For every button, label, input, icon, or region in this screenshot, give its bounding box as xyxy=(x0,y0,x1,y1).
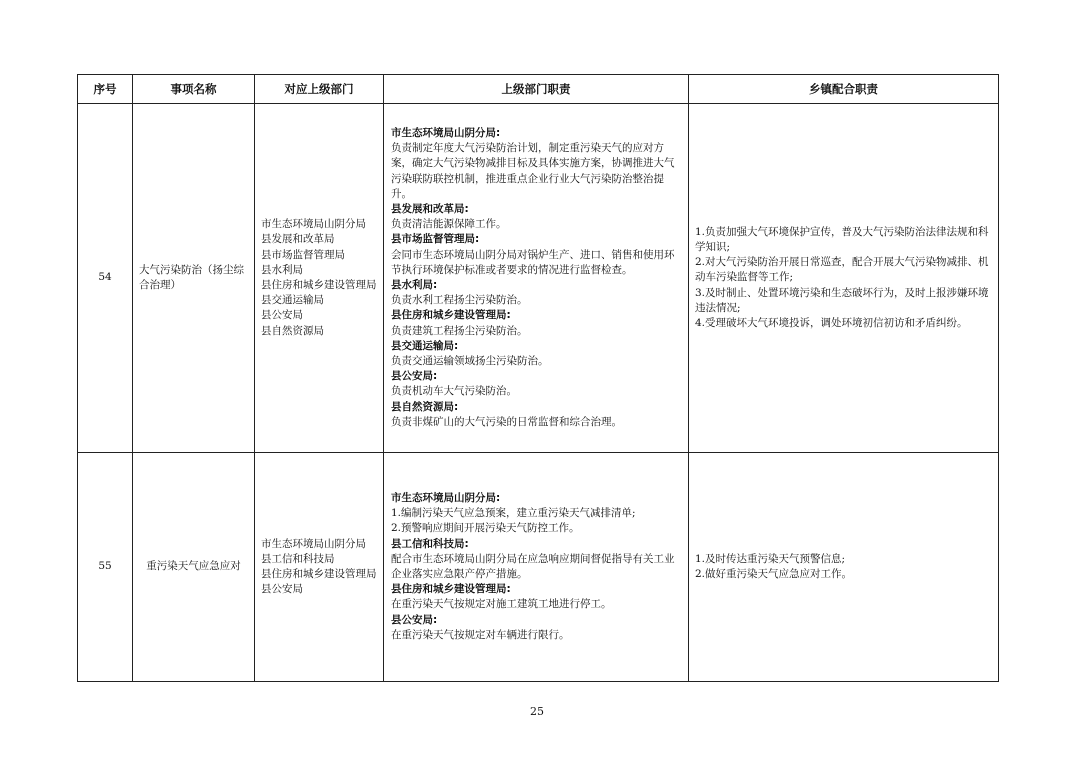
dept-item: 县自然资源局 xyxy=(261,324,324,337)
duty-text: 负责机动车大气污染防治。 xyxy=(391,385,517,398)
superior-duties xyxy=(384,453,689,682)
duty-text: 在重污染天气按规定对车辆进行限行。 xyxy=(391,628,570,641)
dept-item: 县发展和改革局 xyxy=(261,233,335,246)
header-no: 序号 xyxy=(78,75,133,104)
duty-text: 负责交通运输领域扬尘污染防治。 xyxy=(391,355,549,368)
duty-dept-heading: 县公安局: xyxy=(391,613,438,626)
duty-dept-heading: 县发展和改革局: xyxy=(391,202,469,215)
town-duties xyxy=(689,453,999,682)
dept-item: 市生态环境局山阴分局 xyxy=(261,218,366,231)
duty-text: 配合市生态环境局山阴分局在应急响应期间督促指导有关工业企业落实应急限产停产措施。 xyxy=(391,552,675,580)
duty-text: 负责水利工程扬尘污染防治。 xyxy=(391,294,528,307)
dept-item: 县交通运输局 xyxy=(261,294,324,307)
town-duty-item: 2.做好重污染天气应急应对工作。 xyxy=(695,568,853,580)
duty-text: 1.编制污染天气应急预案，建立重污染天气减排清单; 2.预警响应期间开展污染天气防控工作。 xyxy=(391,507,636,535)
duty-dept-heading: 县交通运输局: xyxy=(391,339,459,352)
dept-item: 县工信和科技局 xyxy=(261,552,335,565)
header-town-duties: 乡镇配合职责 xyxy=(689,75,999,104)
header-superior-duties: 上级部门职责 xyxy=(384,75,689,104)
row-number: 55 xyxy=(78,453,133,682)
duty-dept-heading: 县住房和城乡建设管理局: xyxy=(391,309,511,322)
page-number: 25 xyxy=(530,705,544,718)
item-name: 大气污染防治（扬尘综合治理） xyxy=(133,104,255,453)
duty-dept-heading: 县工信和科技局: xyxy=(391,537,469,550)
duty-dept-heading: 县自然资源局: xyxy=(391,400,459,413)
dept-item: 县公安局 xyxy=(261,583,303,596)
superior-dept-list xyxy=(255,104,384,453)
superior-duties xyxy=(384,104,689,453)
dept-item: 县市场监督管理局 xyxy=(261,248,345,261)
town-duty-item: 1.及时传达重污染天气预警信息; xyxy=(695,552,846,565)
dept-item: 县公安局 xyxy=(261,309,303,322)
table-row xyxy=(78,453,999,682)
superior-dept-list xyxy=(255,453,384,682)
duty-text: 负责清洁能源保障工作。 xyxy=(391,218,507,231)
town-duties xyxy=(689,104,999,453)
duty-text: 会同市生态环境局山阴分局对锅炉生产、进口、销售和使用环节执行环境保护标准或者要求的情况进行监督检查。 xyxy=(391,248,675,276)
item-name: 重污染天气应急应对 xyxy=(133,453,255,682)
row-number: 54 xyxy=(78,104,133,453)
duty-text: 在重污染天气按规定对施工建筑工地进行停工。 xyxy=(391,598,612,611)
duty-dept-heading: 县住房和城乡建设管理局: xyxy=(391,583,511,596)
duty-dept-heading: 县公安局: xyxy=(391,370,438,383)
dept-item: 县水利局 xyxy=(261,263,303,276)
responsibility-table xyxy=(77,74,999,682)
duty-text: 负责非煤矿山的大气污染的日常监督和综合治理。 xyxy=(391,415,622,428)
duty-dept-heading: 县水利局: xyxy=(391,279,438,291)
dept-item: 县住房和城乡建设管理局 xyxy=(261,279,377,291)
header-superior-dept: 对应上级部门 xyxy=(255,75,384,104)
town-duty-item: 4.受理破坏大气环境投诉，调处环境初信初访和矛盾纠纷。 xyxy=(695,317,968,329)
duty-text: 负责制定年度大气污染防治计划，制定重污染天气的应对方案，确定大气污染物减排目标及具体实施方案，协调推进大气污染联防联控机制，推进重点企业行业大气污染防治整治提升。 xyxy=(391,142,675,200)
dept-item: 县住房和城乡建设管理局 xyxy=(261,568,377,580)
duty-dept-heading: 市生态环境局山阴分局: xyxy=(391,126,501,139)
duty-text: 负责建筑工程扬尘污染防治。 xyxy=(391,324,528,337)
table-row xyxy=(78,104,999,453)
dept-item: 市生态环境局山阴分局 xyxy=(261,537,366,550)
header-item-name: 事项名称 xyxy=(133,75,255,104)
town-duty-item: 2.对大气污染防治开展日常巡查，配合开展大气污染物减排、机动车污染监督等工作; xyxy=(695,256,989,284)
duty-dept-heading: 县市场监督管理局: xyxy=(391,233,480,246)
duty-dept-heading: 市生态环境局山阴分局: xyxy=(391,491,501,504)
header-row xyxy=(78,75,999,104)
town-duty-item: 1.负责加强大气环境保护宣传，普及大气污染防治法律法规和科学知识; xyxy=(695,225,989,253)
town-duty-item: 3.及时制止、处置环境污染和生态破坏行为，及时上报涉嫌环境违法情况; xyxy=(695,286,989,314)
